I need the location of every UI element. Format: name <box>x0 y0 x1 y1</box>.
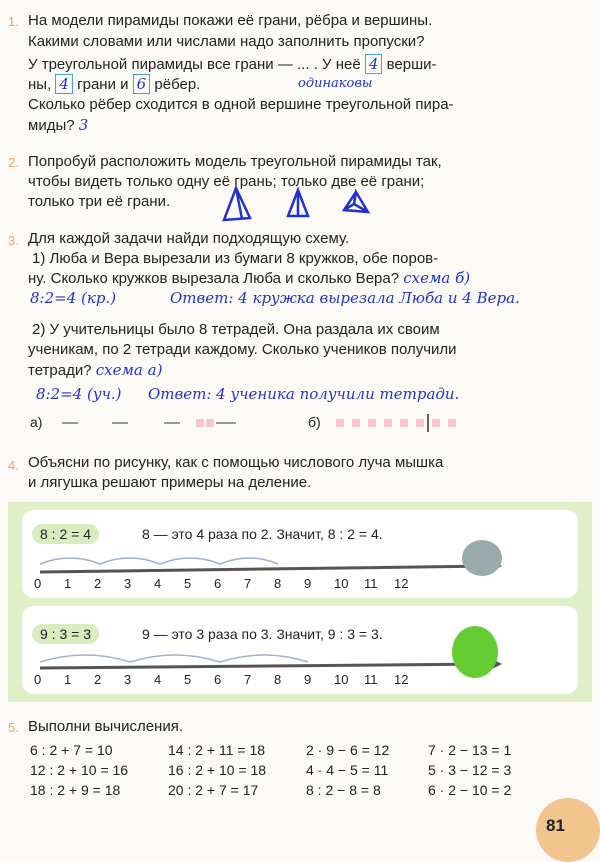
task4-line2: и лягушка решают примеры на деление. <box>28 474 312 491</box>
task3-problem2-b: ученикам, по 2 тетради каждому. Сколько учеников получили <box>28 341 457 358</box>
task3-problem2-a: 2) У учительницы было 8 тетрадей. Она раздала их своим <box>32 321 440 338</box>
calc-col3-row0: 2 · 9 − 6 = 12 <box>306 742 390 758</box>
solution1: 8:2=4 (кр.) <box>30 289 117 307</box>
ray-tick-label: 4 <box>154 576 162 591</box>
task2-line1: Попробуй расположить модель треугольной пирамиды так, <box>28 153 442 170</box>
calc-col1-row0: 6 : 2 + 7 = 10 <box>30 742 113 758</box>
ray-tick-label: 8 <box>274 672 282 687</box>
task2-line3: только три её грани. <box>28 193 171 210</box>
scheme-b-label: б) <box>308 414 321 430</box>
ray-tick-label: 3 <box>124 576 132 591</box>
ray-tick-label: 2 <box>94 576 102 591</box>
scheme-b-diagram <box>334 412 484 432</box>
task1-line4 <box>28 74 200 94</box>
task5-title: Выполни вычисления. <box>28 718 183 735</box>
task1-line3a: У треугольной пирамиды все грани — ... . У неё <box>28 56 361 73</box>
ray-tick-label: 5 <box>184 576 192 591</box>
task1-line6 <box>28 116 88 134</box>
answer1: Ответ: 4 кружка вырезала Люба и 4 Вера. <box>170 289 520 307</box>
scheme-a-answer: схема а) <box>95 361 163 379</box>
ray-tick-label: 9 <box>304 672 312 687</box>
ray-tick-label: 1 <box>64 576 72 591</box>
ray-tick-label: 8 <box>274 576 282 591</box>
calc-col4-row0: 7 · 2 − 13 = 1 <box>428 742 512 758</box>
ray-tick-label: 6 <box>214 672 222 687</box>
task1-line4a: ны, <box>28 76 52 93</box>
task1-line1: На модели пирамиды покажи её грани, рёбра и вершины. <box>28 12 433 29</box>
ray-tick-label: 9 <box>304 576 312 591</box>
calc-col2-row0: 14 : 2 + 11 = 18 <box>168 742 266 758</box>
page-number: 81 <box>546 816 565 835</box>
same-answer: одинаковы <box>298 76 373 91</box>
ray-tick-label: 4 <box>154 672 162 687</box>
ray-tick-label: 3 <box>124 672 132 687</box>
scheme-a-diagram <box>56 412 246 432</box>
calc-col3-row1: 4 · 4 − 5 = 11 <box>306 762 389 778</box>
edges-per-vertex-answer: 3 <box>78 116 89 134</box>
ray2-expression: 9 : 3 = 3 <box>32 624 99 644</box>
calc-col2-row1: 16 : 2 + 10 = 18 <box>168 762 267 778</box>
task3-problem1-b <box>28 269 470 287</box>
ray-tick-label: 7 <box>244 576 252 591</box>
mouse-image <box>462 540 502 576</box>
pyramid-drawings <box>220 186 380 226</box>
ray2-explanation: 9 — это 3 раза по 3. Значит, 9 : 3 = 3. <box>142 626 383 642</box>
ray-tick-label: 12 <box>394 672 409 687</box>
ray-tick-label: 12 <box>394 576 409 591</box>
task1-number: 1. <box>8 14 19 29</box>
answer2: Ответ: 4 ученика получили тетради. <box>148 385 460 403</box>
solution2: 8:2=4 (уч.) <box>36 385 122 403</box>
ray-tick-label: 5 <box>184 672 192 687</box>
task1-line3b: верши- <box>386 56 437 73</box>
ray-tick-label: 11 <box>364 576 378 591</box>
number-ray-area <box>8 502 592 702</box>
ray1-line <box>32 550 502 580</box>
task2-line2: чтобы видеть только одну её грань; только две её грани; <box>28 173 425 190</box>
calc-col3-row2: 8 : 2 − 8 = 8 <box>306 782 381 798</box>
scheme-a-label: а) <box>30 414 43 430</box>
task3-problem1-b-text: ну. Сколько кружков вырезала Люба и сколько Вера? <box>28 270 400 287</box>
task1-line5: Сколько рёбер сходится в одной вершине треугольной пира- <box>28 96 454 113</box>
ray-tick-label: 10 <box>334 672 349 687</box>
task1-line4c: рёбер. <box>154 76 201 93</box>
task1-line4b: грани и <box>77 76 129 93</box>
ray-tick-label: 2 <box>94 672 102 687</box>
calc-col1-row2: 18 : 2 + 9 = 18 <box>30 782 121 798</box>
task3-problem2-c-text: тетради? <box>28 362 92 379</box>
ray-tick-label: 7 <box>244 672 252 687</box>
ray1-expression: 8 : 2 = 4 <box>32 524 99 544</box>
ray-tick-label: 0 <box>34 672 42 687</box>
ray-tick-label: 6 <box>214 576 222 591</box>
task3-number: 3. <box>8 233 19 248</box>
task4-line1: Объясни по рисунку, как с помощью числового луча мышка <box>28 454 444 471</box>
task3-line1: Для каждой задачи найди подходящую схему. <box>28 230 350 247</box>
ray1-panel <box>22 510 578 598</box>
calc-col2-row2: 20 : 2 + 7 = 17 <box>168 782 259 798</box>
ray2-panel <box>22 606 578 694</box>
task3-problem2-c <box>28 361 162 379</box>
ray-tick-label: 0 <box>34 576 42 591</box>
calc-col4-row2: 6 · 2 − 10 = 2 <box>428 782 512 798</box>
ray1-explanation: 8 — это 4 раза по 2. Значит, 8 : 2 = 4. <box>142 526 383 542</box>
task5-number: 5. <box>8 720 19 735</box>
frog-image <box>452 626 498 678</box>
ray-tick-label: 11 <box>364 672 378 687</box>
faces-answer: 4 <box>55 74 73 94</box>
task4-number: 4. <box>8 458 19 473</box>
task2-number: 2. <box>8 155 19 170</box>
task1-line2: Какими словами или числами надо заполнить пропуски? <box>28 33 425 50</box>
calc-col1-row1: 12 : 2 + 10 = 16 <box>30 762 129 778</box>
edges-answer: 6 <box>133 74 151 94</box>
vertices-answer: 4 <box>365 54 383 74</box>
task1-line6-text: миды? <box>28 117 75 134</box>
ray-tick-label: 10 <box>334 576 349 591</box>
task1-line3 <box>28 54 437 74</box>
ray2-line <box>32 646 502 676</box>
scheme-b-answer: схема б) <box>403 269 471 287</box>
calc-col4-row1: 5 · 3 − 12 = 3 <box>428 762 512 778</box>
ray-tick-label: 1 <box>64 672 72 687</box>
task3-problem1-a: 1) Люба и Вера вырезали из бумаги 8 кружков, обе поров- <box>32 250 439 267</box>
